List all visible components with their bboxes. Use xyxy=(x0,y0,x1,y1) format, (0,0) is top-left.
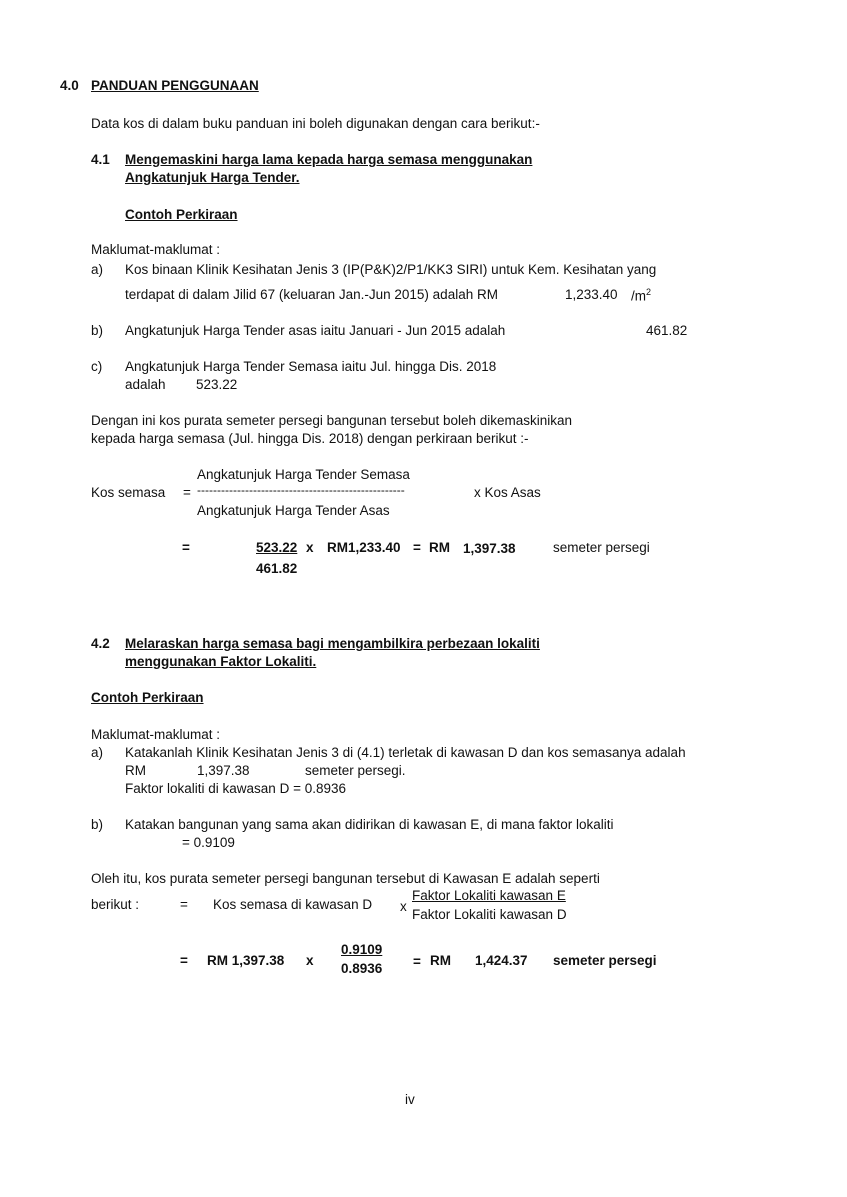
section-4-2-item-b-line1: Katakan bangunan yang sama akan didirikan di kawasan E, di mana faktor lokaliti xyxy=(125,817,614,832)
section-4-1-number: 4.1 xyxy=(91,152,110,167)
section-4-1-item-a-unit xyxy=(631,287,651,305)
formula-4-1-times-label: x Kos Asas xyxy=(474,485,541,500)
section-4-2-item-a-unit: semeter persegi. xyxy=(305,763,406,778)
calc-4-2-times: x xyxy=(306,953,314,968)
formula-4-1-numerator: Angkatunjuk Harga Tender Semasa xyxy=(197,467,410,482)
section-4-2-title-line2: menggunakan Faktor Lokaliti. xyxy=(125,654,317,669)
formula-4-2-times: x xyxy=(400,899,407,914)
formula-4-2-numerator: Faktor Lokaliti kawasan E xyxy=(412,888,566,903)
formula-4-1-dashes: ---------------------------------------------------- xyxy=(197,483,405,497)
section-4-1-title-line1: Mengemaskini harga lama kepada harga semasa menggunakan xyxy=(125,152,533,167)
calc-4-2-denominator: 0.8936 xyxy=(341,961,383,976)
section-4-0-intro: Data kos di dalam buku panduan ini boleh digunakan dengan cara berikut:- xyxy=(91,116,540,131)
section-4-1-item-a-marker: a) xyxy=(91,262,104,277)
formula-4-1-equals: = xyxy=(183,485,191,500)
calc-4-2-numerator: 0.9109 xyxy=(341,942,383,957)
section-4-1-item-a-line2: terdapat di dalam Jilid 67 (keluaran Jan.-Jun 2015) adalah RM xyxy=(125,287,498,302)
section-4-2-item-a-value: 1,397.38 xyxy=(197,763,250,778)
section-4-1-item-c-marker: c) xyxy=(91,359,103,374)
section-4-2-item-a-marker: a) xyxy=(91,745,104,760)
section-4-1-item-c-value: 523.22 xyxy=(196,377,238,392)
section-4-1-example-heading: Contoh Perkiraan xyxy=(125,207,238,222)
calc-4-1-denominator: 461.82 xyxy=(256,561,298,576)
calc-4-2-rm-value: RM 1,397.38 xyxy=(207,953,285,968)
section-4-2-item-a-line3: Faktor lokaliti di kawasan D = 0.8936 xyxy=(125,781,346,796)
section-4-1-title-line2: Angkatunjuk Harga Tender. xyxy=(125,170,300,185)
calc-4-1-base: RM1,233.40 xyxy=(327,540,401,555)
section-4-2-item-a-line1: Katakanlah Klinik Kesihatan Jenis 3 di (4.1) terletak di kawasan D dan kos semasanya adalah xyxy=(125,745,686,760)
calc-4-1-times: x xyxy=(306,540,314,555)
formula-4-2-denominator: Faktor Lokaliti kawasan D xyxy=(412,907,567,922)
section-4-1-item-a-value: 1,233.40 xyxy=(565,287,618,302)
calc-4-2-rm: RM xyxy=(430,953,451,968)
calc-4-1-rm: RM xyxy=(429,540,450,555)
section-4-2-para-line1: Oleh itu, kos purata semeter persegi bangunan tersebut di Kawasan E adalah seperti xyxy=(91,871,600,886)
section-4-0-title: PANDUAN PENGGUNAAN xyxy=(91,78,259,93)
section-4-2-item-a-rm: RM xyxy=(125,763,146,778)
calc-4-1-equals2: = xyxy=(413,540,421,555)
calc-4-1-unit: semeter persegi xyxy=(553,540,650,555)
formula-4-1-denominator: Angkatunjuk Harga Tender Asas xyxy=(197,503,390,518)
section-4-1-info-heading: Maklumat-maklumat : xyxy=(91,242,221,257)
calc-4-2-equals2: = xyxy=(413,954,421,969)
section-4-2-title-line1: Melaraskan harga semasa bagi mengambilkira perbezaan lokaliti xyxy=(125,636,540,651)
section-4-2-item-b-marker: b) xyxy=(91,817,104,832)
calc-4-1-equals: = xyxy=(182,540,190,555)
calc-4-2-unit: semeter persegi xyxy=(553,953,657,968)
formula-4-2-equals: = xyxy=(180,897,188,912)
section-4-1-item-b-value: 461.82 xyxy=(646,323,688,338)
section-4-1-para-line2: kepada harga semasa (Jul. hingga Dis. 2018) dengan perkiraan berikut :- xyxy=(91,431,529,446)
calc-4-1-numerator: 523.22 xyxy=(256,540,298,555)
calc-4-2-equals: = xyxy=(180,953,188,968)
section-4-1-item-b-text: Angkatunjuk Harga Tender asas iaitu Januari - Jun 2015 adalah xyxy=(125,323,506,338)
formula-4-2-lhs: berikut : xyxy=(91,897,140,912)
calc-4-2-result: 1,424.37 xyxy=(475,953,528,968)
section-4-1-item-b-marker: b) xyxy=(91,323,104,338)
page-number: iv xyxy=(405,1092,415,1107)
calc-4-1-result: 1,397.38 xyxy=(463,541,516,556)
section-4-1-item-a-line1: Kos binaan Klinik Kesihatan Jenis 3 (IP(P&K)2/P1/KK3 SIRI) untuk Kem. Kesihatan yang xyxy=(125,262,657,277)
section-4-1-para-line1: Dengan ini kos purata semeter persegi bangunan tersebut boleh dikemaskinikan xyxy=(91,413,573,428)
formula-4-1-lhs: Kos semasa xyxy=(91,485,166,500)
section-4-2-info-heading: Maklumat-maklumat : xyxy=(91,727,221,742)
section-4-2-number: 4.2 xyxy=(91,636,110,651)
unit-text: /m xyxy=(631,288,646,304)
section-4-1-item-c-line1: Angkatunjuk Harga Tender Semasa iaitu Jul. hingga Dis. 2018 xyxy=(125,359,497,374)
section-4-0-number: 4.0 xyxy=(60,78,79,93)
section-4-2-example-heading: Contoh Perkiraan xyxy=(91,690,204,705)
unit-superscript: 2 xyxy=(646,287,652,297)
section-4-2-item-b-line2: = 0.9109 xyxy=(182,835,235,850)
section-4-1-item-c-label: adalah xyxy=(125,377,166,392)
formula-4-2-term: Kos semasa di kawasan D xyxy=(213,897,373,912)
